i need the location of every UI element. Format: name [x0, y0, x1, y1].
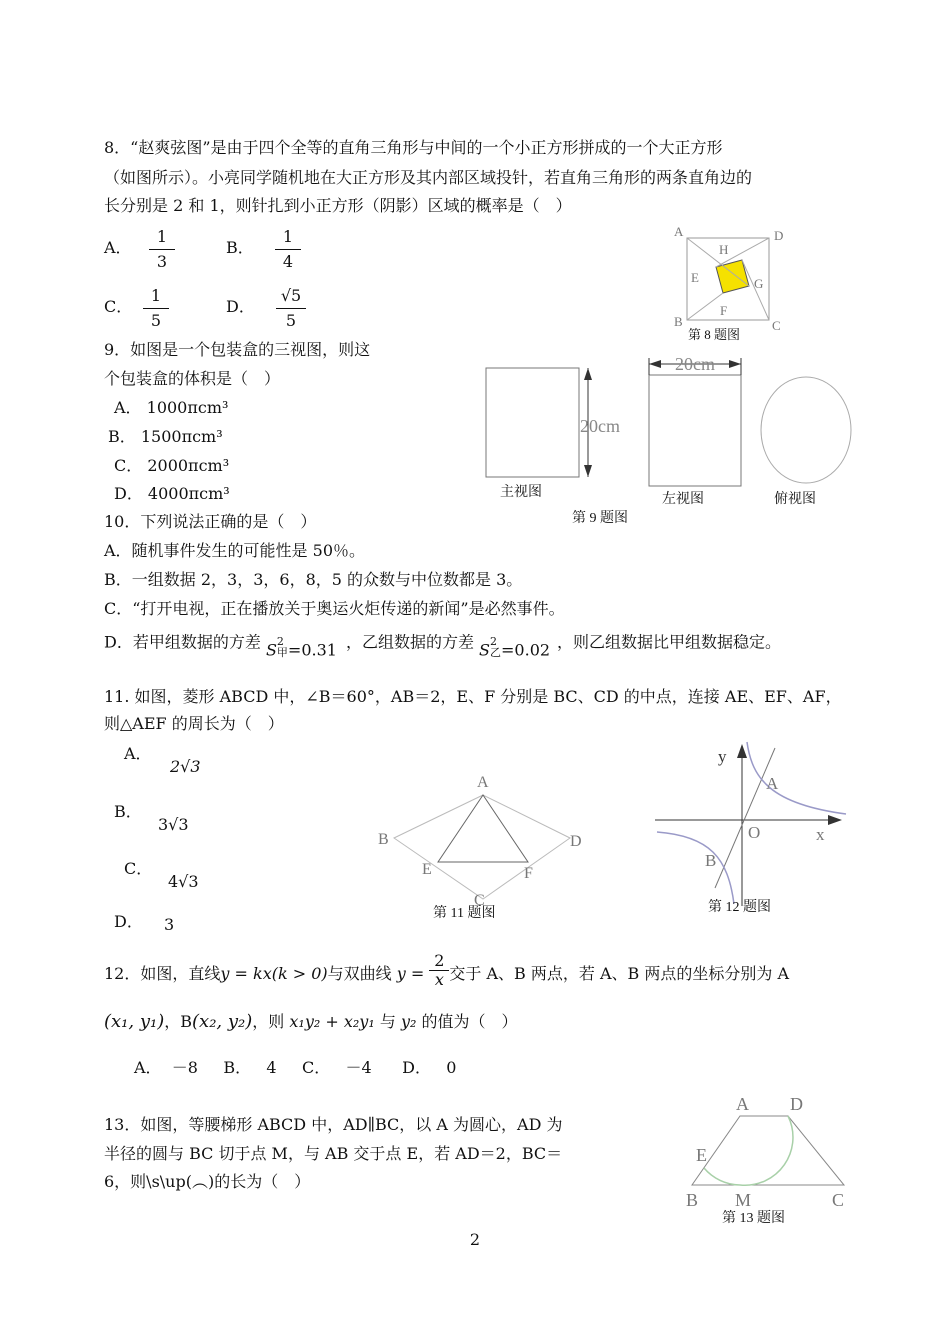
- q12-point-b: (x₂, y₂): [192, 1011, 253, 1032]
- q12-suffix2: 的值为（ ）: [421, 1012, 518, 1031]
- q11-option-a-value: 2√3: [170, 757, 201, 776]
- q8-option-a-label: A．: [104, 238, 132, 257]
- numerator: 1: [282, 227, 294, 246]
- fig11-label-d: D: [570, 833, 582, 850]
- q11-option-d-label: D．: [114, 912, 143, 931]
- q10-d-middle: ，乙组数据的方差: [345, 632, 474, 652]
- q13-line3: 6，则\s\up(︵)的长为（ ）: [104, 1172, 311, 1191]
- fig8-label-d: D: [774, 228, 784, 243]
- q8-option-d-label: D．: [226, 297, 255, 316]
- q8-option-b-label: B．: [226, 238, 254, 257]
- q12-line-equation: y = kx(k > 0): [220, 964, 328, 983]
- denominator: 3: [156, 252, 168, 271]
- fig12-label-b: B: [705, 851, 717, 870]
- q12-sep: ，B: [164, 1012, 193, 1031]
- q8-line2: （如图所示）。小亮同学随机地在大正方形及其内部区域投针，若直角三角形的两条直角边的: [104, 168, 753, 187]
- fig8-label-h: H: [719, 242, 729, 257]
- q10-s2-symbol: S: [479, 640, 491, 660]
- q11-line2: 则△AEF 的周长为（ ）: [104, 714, 284, 733]
- q10-d-prefix: D．若甲组数据的方差: [104, 632, 261, 652]
- q12-suffix: 交于 A、B 两点，若 A、B 两点的坐标分别为 A: [449, 964, 790, 983]
- fig8-label-f: F: [720, 303, 728, 318]
- q12-y2: y₂: [400, 1012, 417, 1031]
- q11-option-b-label: B．: [114, 802, 142, 821]
- numerator: √5: [280, 286, 302, 305]
- q10-s2-sup: 2: [490, 635, 498, 648]
- q8-option-c-label: C．: [104, 297, 133, 316]
- q8-line1: 8．“赵爽弦图”是由于四个全等的直角三角形与中间的一个小正方形拼成的一个大正方形: [104, 138, 723, 157]
- fig11-label-b: B: [378, 831, 389, 848]
- q8-option-a-fraction: [149, 227, 175, 272]
- q13-line1: 13．如图，等腰梯形 ABCD 中，AD∥BC，以 A 为圆心，AD 为: [104, 1115, 563, 1134]
- q11-option-d-value: 3: [164, 915, 175, 934]
- fig9-front-view: 主视图: [500, 485, 542, 500]
- q11-option-b-value: 3√3: [158, 815, 189, 834]
- q12-line1: [104, 951, 790, 993]
- fig12-label-a: A: [766, 774, 779, 793]
- fig13-label-e: E: [696, 1145, 707, 1165]
- q11-option-c-value: 4√3: [168, 872, 199, 891]
- fig12-label-o: O: [748, 823, 761, 842]
- fig13-label-d: D: [790, 1094, 803, 1114]
- q9-option-a: A． 1000πcm³: [114, 398, 229, 417]
- fig9-top-view: 俯视图: [774, 492, 816, 507]
- q12-then: ，则: [252, 1012, 285, 1031]
- q12-yu: 与: [379, 1012, 396, 1031]
- q10-stem: 10．下列说法正确的是（ ）: [104, 512, 317, 531]
- fig11-label-a: A: [477, 774, 489, 791]
- q12-hyperbola-y: y =: [396, 964, 425, 983]
- fig13-label-b: B: [686, 1190, 699, 1210]
- fig8-caption: 第 8 题图: [688, 327, 741, 342]
- q10-s2-sub: 乙: [490, 646, 502, 659]
- fig9-dim-width: 20cm: [675, 354, 715, 374]
- q8-option-b-fraction: [275, 227, 301, 272]
- q9-figure: [480, 350, 870, 530]
- q10-s2-value: =0.02: [501, 640, 551, 660]
- fig8-label-b: B: [674, 314, 683, 329]
- q12-hyperbola-num: 2: [434, 951, 445, 970]
- fig11-label-e: E: [422, 861, 432, 878]
- fig8-label-e: E: [691, 270, 699, 285]
- q10-option-a: A．随机事件发生的可能性是 50％。: [104, 541, 366, 560]
- numerator: 1: [150, 286, 162, 305]
- fig12-caption: 第 12 题图: [708, 900, 771, 915]
- q11-line1: 11. 如图，菱形 ABCD 中，∠B＝60°，AB＝2，E、F 分别是 BC、CD 的中点，连接 AE、EF、AF，: [104, 687, 842, 706]
- denominator: 4: [282, 252, 294, 271]
- q9-line1: 9．如图是一个包装盒的三视图，则这: [104, 340, 371, 359]
- fig9-dim-height: 20cm: [580, 416, 620, 436]
- q10-d-suffix: ，则乙组数据比甲组数据稳定。: [557, 632, 782, 652]
- q9-option-b: B． 1500πcm³: [108, 427, 223, 446]
- q12-prefix: 12．如图，直线: [104, 964, 221, 983]
- fig11-caption: 第 11 题图: [433, 906, 496, 921]
- fig8-label-c: C: [772, 318, 781, 333]
- q8-figure: [668, 222, 798, 352]
- fig11-label-c: C: [474, 892, 485, 909]
- q12-point-a: (x₁, y₁): [104, 1011, 165, 1032]
- q10-option-b: B．一组数据 2，3，3，6，8，5 的众数与中位数都是 3。: [104, 570, 523, 589]
- q8-option-c-fraction: [143, 286, 169, 331]
- numerator: 1: [156, 227, 168, 246]
- q12-figure: [650, 738, 860, 920]
- q10-option-d: [104, 632, 782, 660]
- q10-s1-sub: 甲: [276, 646, 288, 659]
- fig9-side-view: 左视图: [662, 492, 704, 507]
- fig9-caption: 第 9 题图: [572, 511, 628, 526]
- fig13-caption: 第 13 题图: [722, 1211, 785, 1226]
- q9-option-c: C． 2000πcm³: [114, 456, 230, 475]
- q8-option-d-fraction: [276, 286, 306, 331]
- q9-option-d: D． 4000πcm³: [114, 484, 230, 503]
- denominator: 5: [150, 311, 162, 330]
- q10-option-c: C．“打开电视，正在播放关于奥运火炬传递的新闻”是必然事件。: [104, 599, 565, 618]
- q8-line3: 长分别是 2 和 1，则针扎到小正方形（阴影）区域的概率是（ ）: [104, 196, 572, 215]
- fig13-label-a: A: [736, 1094, 749, 1114]
- q10-s1-symbol: S: [265, 640, 277, 660]
- q12-middle: 与双曲线: [327, 964, 392, 983]
- q12-line2: [104, 1012, 518, 1032]
- denominator: 5: [285, 311, 297, 330]
- q13-line2: 半径的圆与 BC 切于点 M，与 AB 交于点 E，若 AD＝2，BC＝: [104, 1144, 563, 1163]
- page-number: 2: [469, 1230, 481, 1249]
- fig8-label-g: G: [754, 276, 764, 291]
- q10-s1-value: =0.31: [287, 640, 337, 660]
- fig12-label-x: x: [816, 825, 825, 844]
- q11-option-a-label: A．: [124, 744, 152, 763]
- q9-line2: 个包装盒的体积是（ ）: [104, 369, 281, 388]
- fig12-label-y: y: [718, 747, 727, 766]
- q11-option-c-label: C．: [124, 859, 153, 878]
- q12-options: A． －8 B． 4 C． －4 D． 0: [134, 1058, 457, 1077]
- fig13-label-c: C: [832, 1190, 845, 1210]
- fig13-label-m: M: [735, 1190, 752, 1210]
- q10-s1-sup: 2: [276, 635, 284, 648]
- q12-hyperbola-den: x: [434, 970, 444, 989]
- fig11-label-f: F: [524, 865, 533, 882]
- q11-figure: [370, 768, 600, 923]
- q12-expression: x₁y₂ + x₂y₁: [289, 1012, 375, 1031]
- q13-figure: [680, 1088, 870, 1228]
- fig8-label-a: A: [674, 224, 684, 239]
